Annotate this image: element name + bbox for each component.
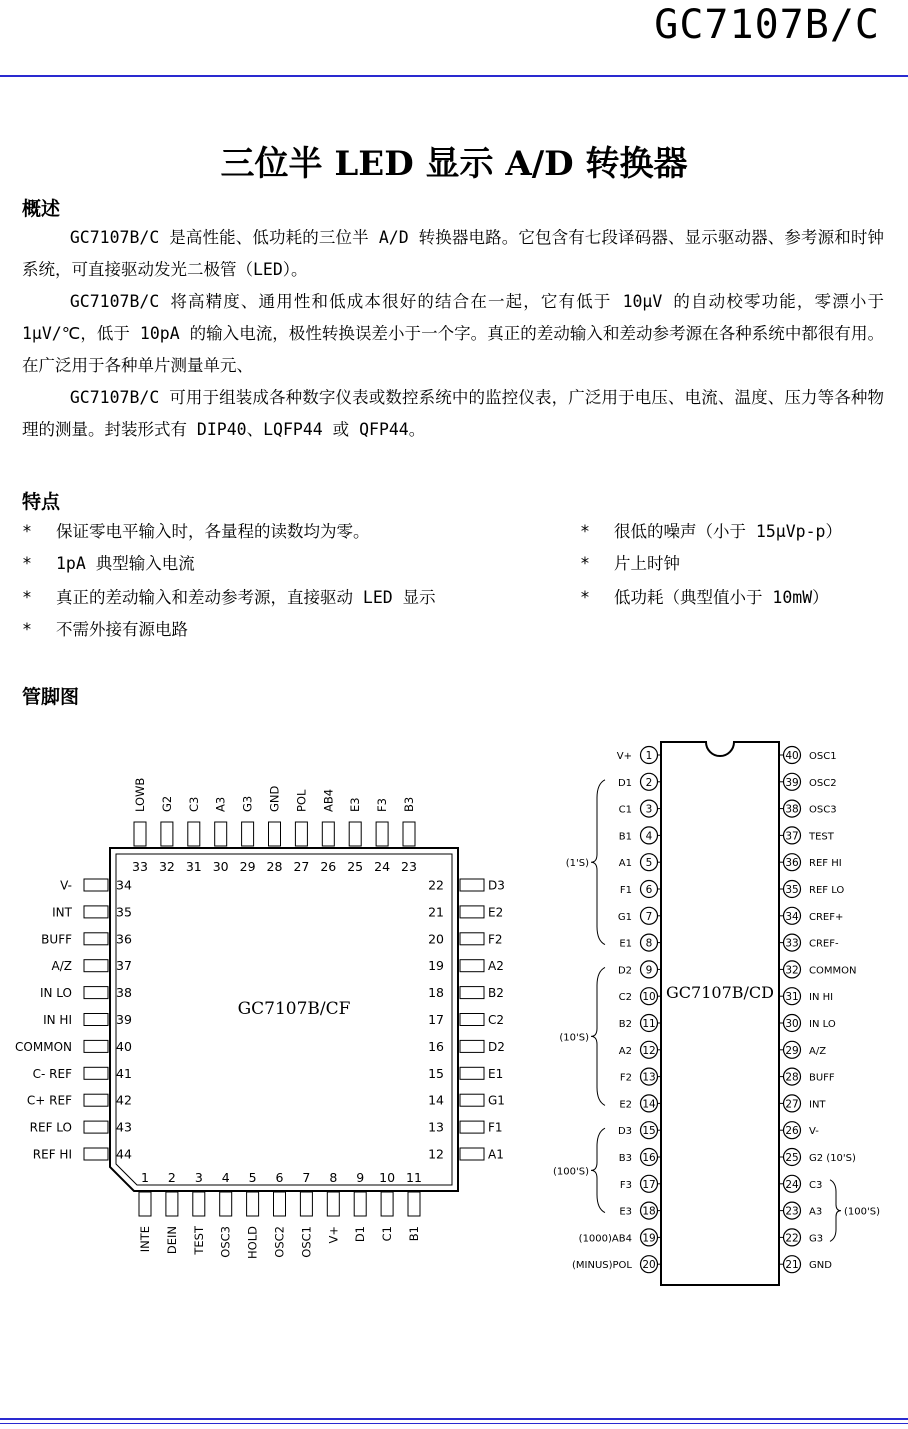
- qfp-pin-name: OSC2: [272, 1226, 287, 1258]
- qfp-pin-pad: [84, 1014, 108, 1026]
- qfp-pin-number: 34: [116, 877, 132, 893]
- dip-body-outline: [661, 742, 779, 1285]
- feature-item: [22, 584, 436, 608]
- dip-pin-name: REF HI: [809, 858, 842, 870]
- feature-item: [580, 584, 829, 608]
- qfp-pin-name: BUFF: [41, 932, 72, 947]
- dip-pin-name: F2: [619, 1072, 632, 1084]
- dip-pin-number: 29: [785, 1044, 799, 1057]
- dip-pin-name: (1000)AB4: [578, 1233, 632, 1245]
- dip-pin-name: IN LO: [809, 1019, 836, 1030]
- dip-pin-number: 27: [785, 1098, 799, 1111]
- dip-pin-number: 28: [785, 1071, 799, 1084]
- qfp-pin-pad: [134, 822, 146, 846]
- qfp-pin-name: IN LO: [39, 986, 72, 1001]
- qfp-pin-number: 13: [428, 1119, 444, 1135]
- dip-pin-name: F1: [619, 885, 632, 896]
- qfp-pin-number: 20: [428, 931, 444, 947]
- dip-pin-name: (MINUS)POL: [572, 1260, 632, 1272]
- qfp-pin-number: 1: [141, 1170, 149, 1185]
- qfp-pin-number: 32: [158, 859, 175, 874]
- qfp-pin-number: 43: [116, 1119, 132, 1135]
- features-heading: 特点: [22, 491, 61, 513]
- qfp-pin-name: E2: [488, 905, 504, 920]
- qfp-pin-number: 9: [356, 1170, 365, 1185]
- dip-pin-number: 30: [785, 1018, 799, 1030]
- qfp-pin-number: 5: [248, 1170, 257, 1185]
- dip-pin-number: 33: [785, 937, 799, 950]
- dip-pin-name: CREF-: [809, 938, 839, 950]
- qfp-pin-number: 24: [374, 859, 391, 874]
- qfp-pin-name: A/Z: [51, 959, 72, 974]
- qfp-pin-pad: [300, 1192, 312, 1216]
- qfp-pin-pad: [84, 933, 108, 945]
- qfp-pin-name: V+: [326, 1226, 341, 1244]
- qfp-pin-name: B3: [402, 796, 416, 812]
- overview-heading: 概述: [22, 198, 61, 220]
- dip-pin-number: 3: [645, 803, 653, 816]
- qfp-pin-pad: [381, 1192, 393, 1216]
- group-tens-brace: [591, 967, 605, 1105]
- feature-text: 很低的噪声（小于 15μVp-p）: [614, 522, 842, 541]
- qfp-pin-pad: [166, 1192, 178, 1216]
- qfp-pin-name: F2: [488, 932, 503, 947]
- dip-pin-number: 40: [785, 750, 799, 762]
- overview-paragraph-3: GC7107B/C 可用于组装成各种数字仪表或数控系统中的监控仪表，广泛用于电压、电流、温度、压力等各种物理的测量。封装形式有 DIP40、LQFP44 或 QFP44。: [22, 388, 884, 439]
- group-hundreds-right-brace: [830, 1180, 841, 1242]
- dip-pin-number: 23: [785, 1205, 799, 1218]
- feature-text: 不需外接有源电路: [56, 620, 188, 639]
- dip-pin-name: REF LO: [809, 885, 845, 896]
- dip-pin-name: E3: [619, 1206, 632, 1218]
- dip-pin-name: A/Z: [809, 1045, 827, 1057]
- dip-pin-name: B2: [618, 1019, 632, 1030]
- dip-pin-name: E1: [619, 938, 632, 950]
- qfp-pin-pad: [274, 1192, 286, 1216]
- dip-pin-name: V-: [809, 1126, 819, 1138]
- dip-pin-name: B1: [618, 831, 632, 843]
- qfp-pin-name: TEST: [191, 1226, 206, 1255]
- qfp-pin-number: 16: [428, 1038, 444, 1054]
- qfp-pin-pad: [408, 1192, 420, 1216]
- dip-pin-name: D1: [617, 777, 632, 789]
- dip-pin-name: OSC1: [809, 751, 837, 762]
- qfp-pin-number: 6: [275, 1170, 284, 1185]
- dip-pin-number: 4: [645, 830, 653, 843]
- qfp-pin-number: 19: [428, 958, 444, 974]
- dip-pin-name: A2: [618, 1045, 632, 1057]
- qfp-pin-name: REF HI: [32, 1147, 72, 1162]
- qfp-pin-number: 2: [167, 1170, 176, 1185]
- qfp-pin-name: D2: [488, 1039, 505, 1054]
- header-rule: [0, 75, 908, 77]
- dip-pin-name: BUFF: [809, 1072, 835, 1084]
- overview-paragraph-2: GC7107B/C 将高精度、通用性和低成本很好的结合在一起，它有低于 10μV 的自动校零功能，零漂小于 1μV/℃，低于 10pA 的输入电流，极性转换误差小于一个字。真正的差动输入和差动参考源在各种系统中都很有用。在广泛用于各种单片测量单元、: [22, 292, 884, 375]
- footer-rule-thin: [0, 1423, 908, 1424]
- qfp-pin-pad: [84, 1094, 108, 1106]
- dip-pin-number: 36: [785, 857, 799, 870]
- dip-pin-name: V+: [616, 751, 632, 762]
- dip-pin-name: C2: [618, 992, 632, 1004]
- qfp-pin-name: E1: [488, 1066, 504, 1081]
- qfp-pin-pad: [193, 1192, 205, 1216]
- dip-pin-name: OSC2: [809, 777, 837, 789]
- qfp-pin-number: 31: [185, 859, 202, 874]
- qfp-pin-pad: [376, 822, 388, 846]
- qfp-pin-number: 29: [239, 859, 256, 874]
- qfp-pin-pad: [460, 1121, 484, 1133]
- qfp-body-inner-outline: [116, 854, 452, 1185]
- qfp-pin-number: 44: [116, 1146, 132, 1162]
- group-tens-label: (10'S): [559, 1032, 589, 1044]
- pinout-diagram: [0, 730, 908, 1290]
- qfp-pin-pad: [84, 1067, 108, 1079]
- qfp-pin-name: INT: [52, 905, 72, 920]
- qfp-pin-number: 40: [116, 1038, 132, 1054]
- qfp-pin-pad: [295, 822, 307, 846]
- bullet: *: [580, 522, 590, 541]
- pinout-heading: 管脚图: [22, 686, 80, 708]
- qfp-pin-name: OSC3: [218, 1226, 233, 1258]
- qfp-pin-number: 23: [401, 859, 417, 874]
- dip-pin-name: G1: [617, 911, 632, 923]
- dip-pin-name: C1: [618, 804, 632, 816]
- qfp-pin-name: GND: [267, 785, 282, 812]
- qfp-pin-pad: [354, 1192, 366, 1216]
- qfp-pin-pad: [247, 1192, 259, 1216]
- qfp-pin-pad: [460, 1094, 484, 1106]
- qfp-pin-number: 30: [212, 859, 229, 874]
- dip-package-label: GC7107B/CD: [666, 983, 774, 1002]
- qfp-pin-number: 26: [320, 859, 337, 874]
- feature-text: 真正的差动输入和差动参考源，直接驱动 LED 显示: [56, 588, 436, 607]
- dip-pin-number: 10: [642, 991, 656, 1004]
- qfp-pin-pad: [460, 1040, 484, 1052]
- qfp-pin-name: C2: [488, 1013, 505, 1027]
- dip-pin-number: 6: [645, 884, 653, 896]
- dip-pin-name: G2 (10'S): [809, 1153, 856, 1164]
- qfp-pin-number: 14: [428, 1092, 444, 1108]
- qfp-pin-number: 25: [347, 859, 364, 874]
- bullet: *: [22, 588, 32, 607]
- qfp-pin-name: C1: [380, 1226, 395, 1242]
- dip-pin-name: D2: [617, 965, 632, 977]
- qfp-pin-number: 10: [379, 1170, 396, 1185]
- qfp-pin-pad: [215, 822, 227, 846]
- qfp-pin-name: IN HI: [43, 1013, 72, 1027]
- qfp-pin-pad: [460, 1014, 484, 1026]
- qfp-pin-pad: [161, 822, 173, 846]
- qfp-pin-pad: [84, 987, 108, 999]
- qfp-pin-pad: [84, 1148, 108, 1160]
- dip-pin-name: INT: [809, 1099, 826, 1111]
- feature-item: [22, 550, 195, 574]
- bullet: *: [22, 620, 32, 639]
- group-hundreds-left-label: (100'S): [553, 1166, 589, 1178]
- dip-pin-name: OSC3: [809, 804, 837, 816]
- qfp-pin-name: D1: [353, 1226, 368, 1243]
- dip-pin-number: 18: [642, 1205, 656, 1218]
- dip-pin-number: 13: [642, 1071, 656, 1084]
- dip-pin-name: C3: [809, 1179, 823, 1191]
- dip-pin-name: G3: [809, 1233, 824, 1245]
- qfp-pin-name: C- REF: [32, 1066, 72, 1081]
- qfp-pin-name: OSC1: [299, 1226, 314, 1258]
- dip-pin-number: 21: [785, 1259, 799, 1272]
- qfp-pin-name: G3: [240, 795, 255, 812]
- qfp-pin-number: 38: [116, 985, 132, 1001]
- feature-text: 片上时钟: [614, 554, 680, 573]
- dip-pin-number: 32: [785, 964, 799, 977]
- qfp-pin-pad: [84, 1121, 108, 1133]
- qfp-pin-pad: [460, 987, 484, 999]
- qfp-pin-pad: [349, 822, 361, 846]
- qfp-pin-name: E3: [348, 797, 363, 812]
- dip-pin-number: 16: [642, 1152, 656, 1164]
- overview-paragraph-1: GC7107B/C 是高性能、低功耗的三位半 A/D 转换器电路。它包含有七段译码器、显示驱动器、参考源和时钟系统，可直接驱动发光二极管（LED）。: [22, 228, 884, 279]
- dip-pin-number: 17: [642, 1178, 656, 1191]
- dip-pin-number: 9: [645, 964, 653, 977]
- qfp-pin-number: 28: [266, 859, 283, 874]
- qfp-pin-name: B1: [407, 1226, 421, 1242]
- document-title: 三位半 LED 显示 A/D 转换器: [220, 144, 688, 184]
- dip-pin-number: 38: [785, 803, 799, 816]
- dip-pin-number: 20: [642, 1259, 656, 1272]
- dip-pin-number: 19: [642, 1232, 656, 1245]
- qfp-pin-number: 33: [132, 859, 148, 874]
- qfp-pin-pad: [220, 1192, 232, 1216]
- group-ones-label: (1'S): [565, 858, 589, 870]
- dip-pin-name: COMMON: [809, 965, 857, 977]
- dip-pin-name: GND: [809, 1260, 832, 1272]
- qfp-pin-name: D3: [488, 878, 505, 893]
- qfp-pin-pad: [269, 822, 281, 846]
- dip-pin-number: 34: [785, 910, 799, 923]
- qfp-pin-number: 12: [428, 1146, 444, 1162]
- qfp-body-outline: [110, 848, 458, 1191]
- feature-item: [580, 518, 842, 542]
- dip-pin-number: 24: [785, 1178, 799, 1191]
- group-ones-brace: [591, 780, 605, 945]
- dip-pin-number: 7: [645, 910, 653, 923]
- qfp-pin-pad: [139, 1192, 151, 1216]
- dip-pin-number: 37: [785, 830, 799, 843]
- dip-pin-number: 31: [785, 991, 799, 1004]
- dip-pin-name: CREF+: [809, 911, 844, 923]
- qfp-pin-pad: [84, 960, 108, 972]
- qfp-pin-number: 7: [302, 1170, 311, 1185]
- dip-pin-number: 5: [645, 857, 653, 870]
- qfp-pin-number: 15: [428, 1065, 444, 1081]
- qfp-pin-number: 8: [329, 1170, 338, 1185]
- qfp-pin-name: DEIN: [164, 1226, 179, 1255]
- qfp-pin-pad: [460, 1067, 484, 1079]
- qfp-pin-number: 21: [428, 904, 444, 920]
- dip-pin-name: TEST: [809, 831, 834, 843]
- qfp-pin-pad: [322, 822, 334, 846]
- dip-pin-name: D3: [617, 1126, 632, 1138]
- qfp-pin-name: C+ REF: [26, 1093, 72, 1108]
- dip-pin-name: IN HI: [809, 992, 834, 1004]
- qfp-pin-number: 39: [116, 1012, 132, 1027]
- qfp-pin-number: 37: [116, 958, 132, 974]
- bullet: *: [22, 554, 32, 573]
- dip-pin-number: 14: [642, 1098, 656, 1111]
- qfp-pin-pad: [84, 879, 108, 891]
- dip-pin-name: B3: [618, 1153, 632, 1164]
- qfp-pin-pad: [242, 822, 254, 846]
- feature-item: [22, 616, 188, 640]
- qfp-pin-number: 36: [116, 931, 132, 947]
- qfp-pin-pad: [327, 1192, 339, 1216]
- feature-text: 1pA 典型输入电流: [56, 554, 195, 573]
- qfp-pin-pad: [84, 1040, 108, 1052]
- qfp-pin-name: A2: [488, 959, 504, 974]
- qfp-pin-name: F1: [488, 1120, 503, 1135]
- feature-item: [22, 518, 370, 542]
- part-number-header: GC7107B/C: [654, 2, 880, 48]
- qfp-pin-name: G2: [159, 795, 174, 812]
- bullet: *: [580, 554, 590, 573]
- dip-pin-name: A1: [618, 858, 632, 870]
- footer-rule: [0, 1418, 908, 1420]
- qfp-pin-name: AB4: [321, 788, 336, 812]
- qfp-pin-name: A1: [488, 1147, 504, 1162]
- dip-pin-number: 25: [785, 1152, 799, 1164]
- dip-pin-name: A3: [809, 1206, 823, 1218]
- dip-pin-number: 22: [785, 1232, 799, 1245]
- qfp-pin-pad: [460, 933, 484, 945]
- qfp-pin-number: 22: [428, 877, 444, 893]
- qfp-pin-pad: [188, 822, 200, 846]
- group-hundreds-right-label: (100'S): [844, 1206, 880, 1218]
- qfp-pin-number: 27: [293, 859, 310, 874]
- qfp-pin-name: REF LO: [29, 1120, 72, 1135]
- dip-pin-number: 11: [642, 1018, 656, 1030]
- bullet: *: [580, 588, 590, 607]
- feature-item: [580, 550, 680, 574]
- qfp-pin-pad: [460, 906, 484, 918]
- feature-text: 保证零电平输入时，各量程的读数均为零。: [56, 522, 370, 541]
- dip-pin-name: F3: [619, 1179, 632, 1191]
- qfp-pin-name: F3: [375, 798, 390, 812]
- qfp-pin-name: C3: [186, 796, 201, 812]
- qfp-pin-pad: [460, 960, 484, 972]
- qfp-pin-pad: [403, 822, 415, 846]
- dip-pin-number: 39: [785, 776, 799, 789]
- qfp-pin-number: 17: [428, 1012, 444, 1027]
- qfp-pin-name: A3: [213, 796, 228, 812]
- bullet: *: [22, 522, 32, 541]
- dip-pin-number: 15: [642, 1125, 656, 1138]
- qfp-pin-number: 41: [116, 1065, 132, 1081]
- qfp-pin-pad: [460, 1148, 484, 1160]
- qfp-pin-number: 4: [221, 1170, 230, 1185]
- qfp-package-label: GC7107B/CF: [237, 999, 351, 1019]
- qfp-pin-name: LOWB: [133, 777, 147, 812]
- dip-pin-number: 8: [645, 937, 653, 950]
- qfp-pin-number: 3: [194, 1170, 203, 1185]
- dip-pin-number: 1: [645, 750, 653, 762]
- qfp-pin-name: B2: [488, 986, 504, 1001]
- qfp-pin-number: 42: [116, 1092, 132, 1108]
- qfp-pin-pad: [460, 879, 484, 891]
- qfp-pin-name: G1: [488, 1093, 505, 1108]
- qfp-pin-name: INTE: [138, 1226, 152, 1253]
- qfp-pin-name: POL: [294, 789, 309, 812]
- dip-pin-number: 12: [642, 1044, 656, 1057]
- group-hundreds-left-brace: [591, 1128, 605, 1212]
- dip-pin-name: E2: [619, 1099, 632, 1111]
- dip-pin-number: 2: [645, 776, 653, 789]
- dip-pin-number: 35: [785, 884, 799, 896]
- dip-pin-number: 26: [785, 1125, 799, 1138]
- qfp-pin-name: HOLD: [245, 1226, 260, 1259]
- qfp-pin-number: 18: [428, 985, 444, 1001]
- qfp-pin-name: COMMON: [15, 1039, 72, 1054]
- qfp-pin-pad: [84, 906, 108, 918]
- qfp-pin-number: 35: [116, 904, 132, 920]
- qfp-pin-name: V-: [60, 878, 72, 893]
- qfp-pin-number: 11: [406, 1170, 422, 1185]
- feature-text: 低功耗（典型值小于 10mW）: [614, 588, 829, 607]
